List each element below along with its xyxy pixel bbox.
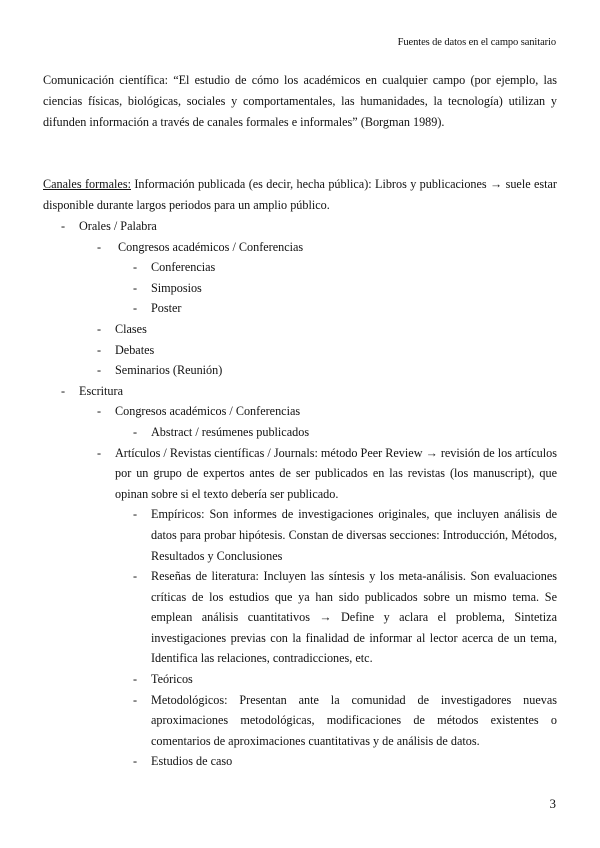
list-item-resenas	[0, 566, 600, 669]
list-item-label: Conferencias	[151, 260, 216, 275]
list-item	[0, 319, 600, 340]
list-item-label: Empíricos: Son informes de investigaciones originales, que incluyen análisis de datos para probar hipótesis. Constan de diversas secciones: Introducción, Métodos, Resultados y Conclusiones	[151, 507, 557, 563]
list-item-label: Congresos académicos / Conferencias	[115, 239, 304, 254]
list-item-congresos-orales	[0, 237, 600, 258]
bullet-dash: -	[97, 363, 102, 378]
list-item-empiricos	[0, 504, 600, 566]
bullet-dash: -	[97, 404, 102, 419]
list-item	[0, 278, 600, 299]
list-item-label: Estudios de caso	[151, 754, 233, 769]
bullet-dash: -	[133, 301, 138, 316]
list-item-teoricos	[0, 669, 600, 690]
page-number: 3	[549, 796, 556, 811]
bullet-dash: -	[61, 219, 66, 233]
bullet-dash: -	[133, 754, 138, 769]
bullet-dash: -	[133, 424, 138, 439]
list-item-label: Artículos / Revistas científicas / Journals: método Peer Review → revisión de los artículos por un grupo de expertos antes de ser publicados en las revistas (los manuscript), que opinan sobre si el texto debería ser publicado.	[115, 445, 557, 501]
bullet-dash: -	[133, 569, 138, 584]
list-item-label: Congresos académicos / Conferencias	[115, 404, 301, 419]
bullet-dash: -	[97, 321, 102, 336]
running-header: Fuentes de datos en el campo sanitario	[397, 37, 556, 48]
bullet-dash: -	[133, 280, 138, 295]
bullet-dash: -	[133, 692, 138, 707]
list-item-label: Abstract / resúmenes publicados	[151, 424, 310, 439]
formal-channels-paragraph	[43, 174, 557, 216]
list-item-label: Teóricos	[151, 672, 193, 687]
bullet-dash: -	[133, 507, 138, 522]
list-item-label: Metodológicos: Presentan ante la comunidad de investigadores nuevas aproximaciones metodológicas, modificaciones de métodos existentes o comentarios de aproximaciones cuantitativas y de análisis de datos.	[151, 692, 557, 748]
list-item-metodologicos	[0, 690, 600, 752]
list-item-label: Seminarios (Reunión)	[115, 363, 223, 378]
list-item-label: Debates	[115, 342, 155, 357]
bullet-dash: -	[97, 342, 102, 357]
formal-channels-label: Canales formales:	[43, 177, 131, 191]
list-item	[0, 298, 600, 319]
bullet-dash: -	[61, 383, 66, 398]
list-item-label: Poster	[151, 301, 182, 316]
list-item-orales	[0, 216, 600, 237]
list-item-label: Clases	[115, 321, 147, 336]
list-item-articulos	[0, 443, 600, 505]
list-item-label: Reseñas de literatura: Incluyen las síntesis y los meta-análisis. Son evaluaciones críticas de los estudios que ya han sido publicados sobre un mismo tema. Se emplean análisis cuantitativos → Define y aclara el problema, Sintetiza investigaciones previas con la finalidad de informar al lector acerca de un tema, Identifica las relaciones, contradicciones, etc.	[151, 569, 557, 666]
list-item-estudios-caso	[0, 751, 600, 772]
bullet-dash: -	[133, 672, 138, 687]
list-item	[0, 422, 600, 443]
bullet-dash: -	[97, 445, 102, 460]
list-item-label: Orales / Palabra	[79, 219, 157, 233]
list-item-label: Escritura	[79, 383, 123, 398]
bullet-dash: -	[97, 239, 102, 254]
list-item	[0, 360, 600, 381]
list-item	[0, 257, 600, 278]
bullet-dash: -	[133, 260, 138, 275]
list-item	[0, 340, 600, 361]
list-item-congresos-escritura	[0, 401, 600, 422]
list-item-escritura	[0, 381, 600, 402]
formal-channels-text: Información publicada (es decir, hecha pública): Libros y publicaciones → suele estar disponible durante largos periodos para un amplio público.	[43, 177, 557, 212]
intro-paragraph: Comunicación científica: “El estudio de cómo los académicos en cualquier campo (por ejemplo, las ciencias físicas, biológicas, sociales y comportamentales, las humanidades, la tecnología) utilizan y difunden información a través de canales formales e informales” (Borgman 1989).	[43, 73, 557, 129]
list-item-label: Simposios	[151, 280, 202, 295]
channels-outline	[0, 216, 600, 772]
